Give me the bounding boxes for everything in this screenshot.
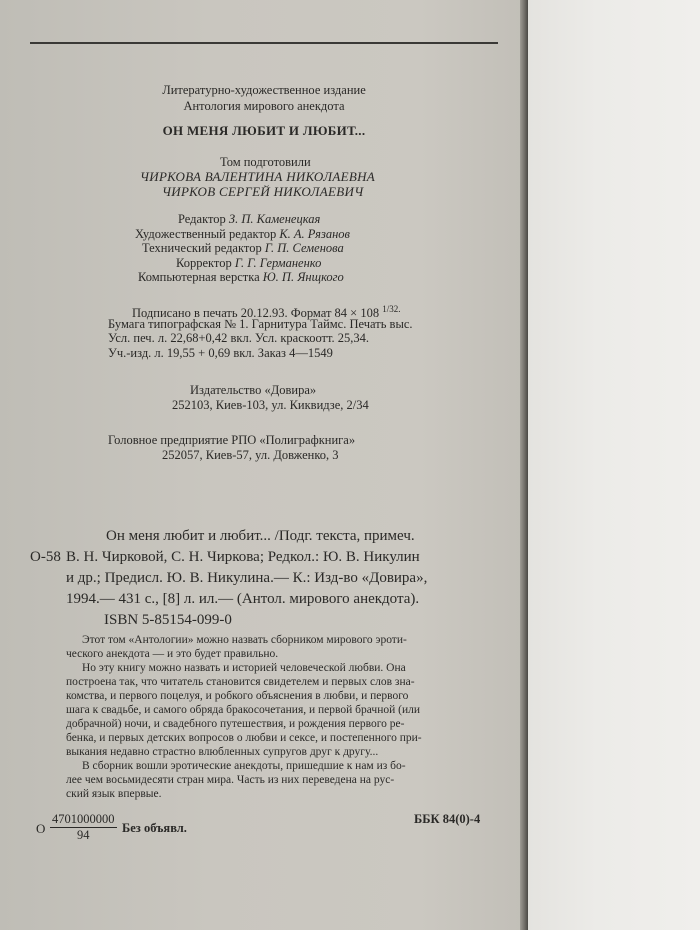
- catalog-line-2: В. Н. Чирковой, С. Н. Чиркова; Редкол.: Ю. В. Никулин: [66, 549, 420, 565]
- print-signed-text: Подписано в печать 20.12.93. Формат 84 × 108: [132, 306, 383, 321]
- annotation-line: Но эту книгу можно назвать и историей человеческой любви. Она: [82, 662, 406, 674]
- credit-role: Технический редактор: [142, 241, 262, 255]
- catalog-line-1: Он меня любит и любит... /Подг. текста, примеч.: [106, 528, 415, 544]
- catalog-code: О-58: [30, 549, 61, 565]
- credit-proofreader: [176, 256, 321, 271]
- credit-layout: [138, 270, 344, 285]
- annotation-line: добрачной) ночи, и свадебного путешествия, и рождения первого ре-: [66, 718, 405, 730]
- printer-name: Головное предприятие РПО «Полиграфкнига»: [108, 433, 356, 447]
- credit-editor: [178, 212, 320, 227]
- adjacent-blank-page: [528, 0, 700, 930]
- credit-role: Компьютерная верстка: [138, 270, 260, 284]
- compiler-name-1: ЧИРКОВА ВАЛЕНТИНА НИКОЛАЕВНА: [140, 169, 376, 184]
- annotation-line: шага к свадьбе, и самого обряда бракосочетания, и первой брачной (или: [66, 704, 421, 716]
- credit-role: Художественный редактор: [135, 227, 277, 241]
- footer-note: Без объявл.: [122, 821, 187, 835]
- credit-tech-editor: [142, 241, 344, 256]
- credit-role: Корректор: [176, 256, 232, 270]
- paper-line: Бумага типографская № 1. Гарнитура Таймс. Печать выс.: [108, 317, 413, 331]
- annotation-line: ческого анекдота — и это будет правильно.: [66, 648, 279, 660]
- edition-type: Литературно-художественное издание: [162, 83, 366, 97]
- catalog-line-3: и др.; Предисл. Ю. В. Никулина.— К.: Изд-во «Довира»,: [66, 570, 428, 586]
- printer-address: 252057, Киев-57, ул. Довженко, 3: [162, 448, 339, 462]
- book-title: ОН МЕНЯ ЛЮБИТ И ЛЮБИТ...: [162, 123, 366, 138]
- credit-role: Редактор: [178, 212, 226, 226]
- annotation-line: В сборник вошли эротические анекдоты, пришедшие к нам из бо-: [82, 760, 406, 772]
- footer-prefix: О: [36, 821, 46, 836]
- bbk-code: ББК 84(0)-4: [414, 812, 481, 826]
- credit-person: К. А. Рязанов: [279, 227, 350, 241]
- credit-person: Г. Г. Германенко: [234, 256, 322, 270]
- series-name: Антология мирового анекдота: [183, 99, 345, 113]
- compiler-name-2: ЧИРКОВ СЕРГЕЙ НИКОЛАЕВИЧ: [162, 184, 364, 199]
- credit-person: Ю. П. Янщкого: [262, 270, 344, 284]
- annotation-line: бенка, и первых детских вопросов о любви и сексе, и постепенного при-: [66, 732, 422, 744]
- annotation-line: выкания недавно страстно влюбленных супругов друг к другу...: [66, 746, 379, 758]
- annotation-line: построена так, что читатель становится свидетелем и первых слов зна-: [66, 676, 415, 688]
- annotation-line: Этот том «Антологии» можно назвать сборником мирового эроти-: [82, 634, 407, 646]
- credit-person: Г. П. Семенова: [264, 241, 344, 255]
- format-fraction: 1/32.: [382, 304, 401, 314]
- catalog-line-4: 1994.— 431 с., [8] л. ил.— (Антол. мирового анекдота).: [66, 591, 420, 607]
- top-rule: [30, 42, 498, 44]
- isbn: ISBN 5-85154-099-0: [104, 612, 232, 628]
- fraction-numerator: 4701000000: [52, 812, 115, 826]
- annotation-line: лее чем восьмидесяти стран мира. Часть из них переведена на рус-: [66, 774, 395, 786]
- credit-art-editor: [135, 227, 350, 242]
- fraction-denominator: 94: [77, 828, 90, 842]
- annotation-line: ский язык впервые.: [66, 788, 162, 800]
- publisher-address: 252103, Киев-103, ул. Киквидзе, 2/34: [172, 398, 369, 412]
- annotation-line: комства, и первого поцелуя, и робкого объяснения в любви, и первого: [66, 690, 409, 702]
- print-sheets-line: Усл. печ. л. 22,68+0,42 вкл. Усл. краскоотт. 25,34.: [108, 331, 370, 345]
- order-line: Уч.-изд. л. 19,55 + 0,69 вкл. Заказ 4—1549: [108, 346, 333, 360]
- price-fraction: [50, 812, 117, 843]
- page-edge-shadow: [520, 0, 528, 930]
- credit-person: З. П. Каменецкая: [228, 212, 321, 226]
- compilers-label: Том подготовили: [220, 155, 311, 169]
- publisher-name: Издательство «Довира»: [190, 383, 317, 397]
